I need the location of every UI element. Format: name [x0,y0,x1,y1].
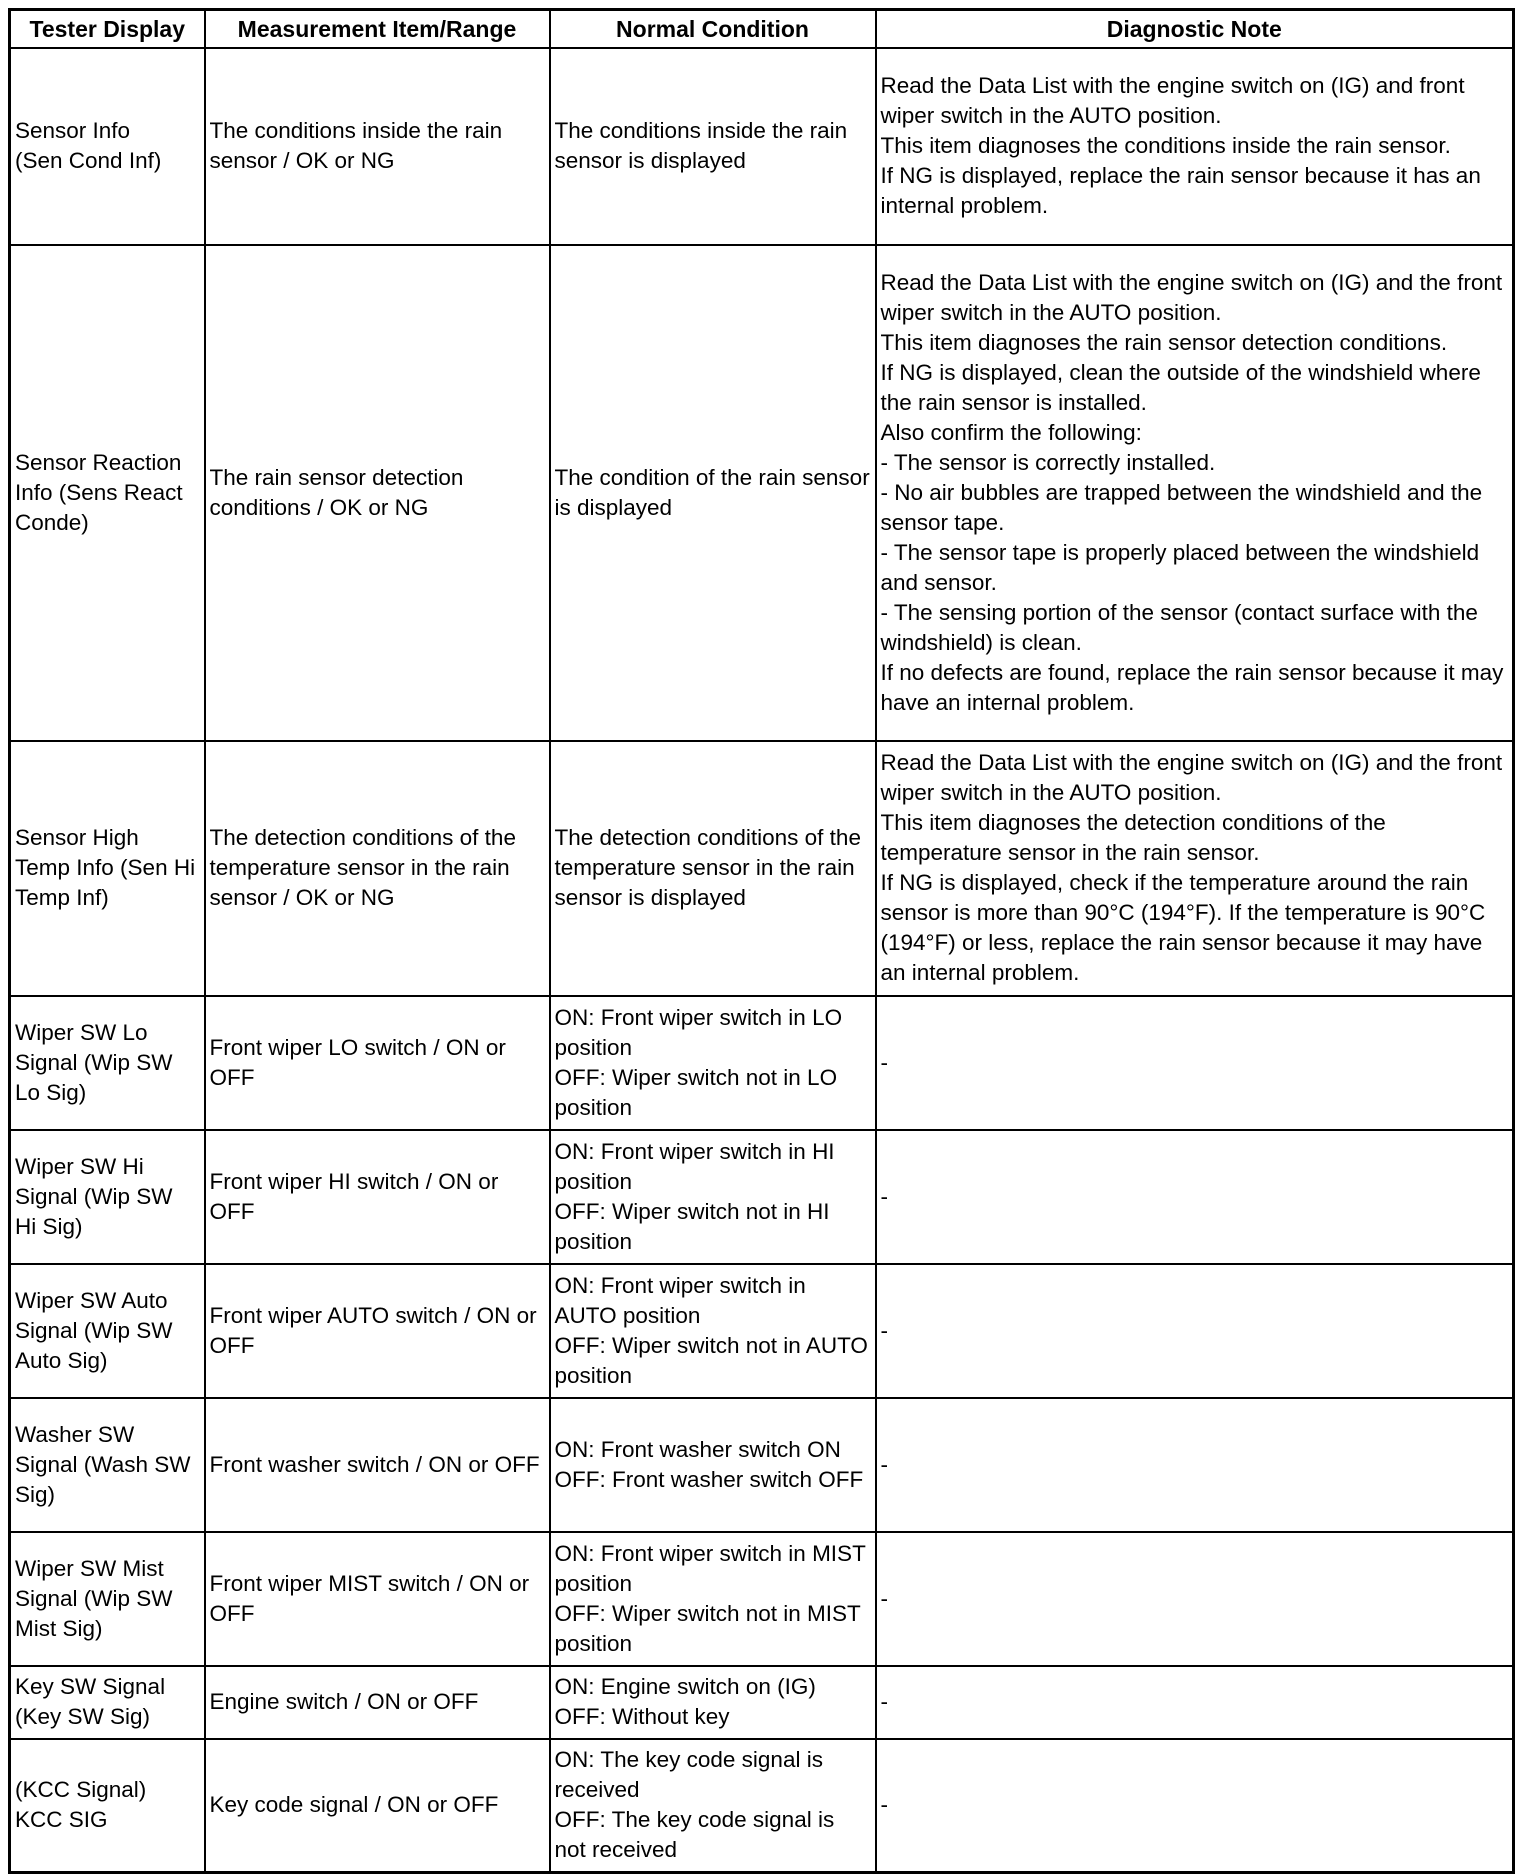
diagnostic-note-cell [876,1532,1514,1666]
header-measurement-item-range: Measurement Item/Range [205,10,550,48]
diagnostic-note-text: - [880,1049,888,1075]
table-row [10,1739,1514,1873]
normal-condition-cell [550,245,876,741]
normal-condition-cell [550,741,876,996]
tester-display-text: Sensor Info (Sen Cond Inf) [15,118,162,173]
tester-display-cell [10,1532,205,1666]
normal-condition-text: ON: The key code signal is received OFF: The key code signal is not received [554,1747,835,1863]
normal-condition-cell [550,996,876,1130]
normal-condition-text: ON: Engine switch on (IG) OFF: Without key [554,1674,816,1729]
measurement-item-text: Key code signal / ON or OFF [209,1792,499,1818]
measurement-item-cell [205,1666,550,1739]
measurement-item-cell [205,1739,550,1873]
measurement-item-text: The detection conditions of the temperature sensor in the rain sensor / OK or NG [209,825,516,910]
normal-condition-text: ON: Front wiper switch in AUTO position OFF: Wiper switch not in AUTO position [554,1272,868,1388]
measurement-item-text: The rain sensor detection conditions / OK or NG [209,464,464,520]
tester-display-text: Sensor High Temp Info (Sen Hi Temp Inf) [15,825,196,910]
normal-condition-cell [550,1739,876,1873]
measurement-item-text: Front washer switch / ON or OFF [209,1451,540,1477]
table-row [10,1264,1514,1398]
tester-display-text: Key SW Signal (Key SW Sig) [15,1674,166,1729]
diagnostic-note-cell [876,1264,1514,1398]
diagnostic-note-cell [876,1398,1514,1532]
measurement-item-cell [205,1130,550,1264]
header-tester-display: Tester Display [10,10,205,48]
normal-condition-text: ON: Front wiper switch in LO position OFF: Wiper switch not in LO position [554,1004,843,1120]
diagnostic-note-text: - [880,1585,888,1611]
normal-condition-cell [550,1666,876,1739]
measurement-item-cell [205,996,550,1130]
diagnostic-note-cell [876,48,1514,245]
measurement-item-cell [205,741,550,996]
normal-condition-text: ON: Front washer switch ON OFF: Front washer switch OFF [554,1436,864,1492]
diagnostic-note-text: Read the Data List with the engine switch on (IG) and front wiper switch in the AUTO position. This item diagnoses the conditions inside the rain sensor. If NG is displayed, replace the rain sensor because it has an internal problem. [880,73,1481,218]
tester-display-cell [10,48,205,245]
measurement-item-cell [205,1264,550,1398]
table-row [10,741,1514,996]
tester-display-cell [10,1130,205,1264]
diagnostic-note-cell [876,996,1514,1130]
diagnostic-note-text: - [880,1183,888,1209]
diagnostic-note-cell [876,1130,1514,1264]
normal-condition-text: The detection conditions of the temperature sensor in the rain sensor is displayed [554,825,861,910]
table-row [10,1532,1514,1666]
measurement-item-cell [205,245,550,741]
normal-condition-cell [550,48,876,245]
diagnostic-note-text: - [880,1689,888,1714]
normal-condition-cell [550,1398,876,1532]
diagnostic-note-text: - [880,1451,888,1477]
tester-display-cell [10,1739,205,1873]
measurement-item-text: Front wiper AUTO switch / ON or OFF [209,1302,537,1358]
measurement-item-cell [205,1398,550,1532]
tester-display-cell [10,1398,205,1532]
normal-condition-text: The condition of the rain sensor is displayed [554,464,870,520]
diagnostic-note-cell [876,741,1514,996]
tester-display-text: Sensor Reaction Info (Sens React Conde) [15,449,183,535]
tester-display-text: Wiper SW Hi Signal (Wip SW Hi Sig) [15,1153,173,1239]
normal-condition-cell [550,1532,876,1666]
table-row [10,996,1514,1130]
tester-display-cell [10,245,205,741]
diagnostic-note-cell [876,1739,1514,1873]
table-row [10,48,1514,245]
measurement-item-text: Engine switch / ON or OFF [209,1689,479,1714]
diagnostic-note-text: - [880,1792,888,1818]
tester-display-text: Wiper SW Auto Signal (Wip SW Auto Sig) [15,1287,173,1373]
table-row [10,1398,1514,1532]
normal-condition-text: ON: Front wiper switch in HI position OFF: Wiper switch not in HI position [554,1138,835,1254]
tester-display-text: Wiper SW Mist Signal (Wip SW Mist Sig) [15,1555,173,1641]
diagnostic-note-text: - [880,1317,888,1343]
normal-condition-cell [550,1130,876,1264]
diagnostic-note-text: Read the Data List with the engine switch on (IG) and the front wiper switch in the AUTO position. This item diagnoses the detection conditions of the temperature sensor in the rain sensor. If NG is displayed, check if the temperature around the rain sensor is more than 90°C (194°F). If the temperature is 90°C (194°F) or less, replace the rain sensor because it may have an internal problem. [880,750,1503,985]
header-normal-condition: Normal Condition [550,10,876,48]
tester-display-cell [10,1264,205,1398]
data-list-table [8,8,1515,1874]
measurement-item-text: Front wiper LO switch / ON or OFF [209,1034,506,1090]
normal-condition-cell [550,1264,876,1398]
measurement-item-text: The conditions inside the rain sensor / OK or NG [209,118,503,173]
header-diagnostic-note: Diagnostic Note [876,10,1514,48]
measurement-item-cell [205,48,550,245]
normal-condition-text: The conditions inside the rain sensor is displayed [554,118,848,173]
tester-display-text: (KCC Signal) KCC SIG [15,1777,147,1833]
measurement-item-text: Front wiper MIST switch / ON or OFF [209,1570,530,1626]
normal-condition-text: ON: Front wiper switch in MIST position OFF: Wiper switch not in MIST position [554,1540,866,1656]
diagnostic-note-cell [876,245,1514,741]
tester-display-cell [10,1666,205,1739]
table-row [10,1666,1514,1739]
diagnostic-note-cell [876,1666,1514,1739]
diagnostic-note-text: Read the Data List with the engine switch on (IG) and the front wiper switch in the AUTO position. This item diagnoses the rain sensor detection conditions. If NG is displayed, clean the outside of the windshield where the rain sensor is installed. Also confirm the following: - The sensor is correctly installed. - No air bubbles are trapped between the windshield and the sensor tape. - The sensor tape is properly placed between the windshield and sensor. - The sensing portion of the sensor (contact surface with the windshield) is clean. If no defects are found, replace the rain sensor because it may have an internal problem. [880,269,1504,715]
tester-display-text: Washer SW Signal (Wash SW Sig) [15,1421,191,1507]
measurement-item-text: Front wiper HI switch / ON or OFF [209,1168,499,1224]
measurement-item-cell [205,1532,550,1666]
tester-display-text: Wiper SW Lo Signal (Wip SW Lo Sig) [15,1019,173,1105]
tester-display-cell [10,741,205,996]
table-row [10,1130,1514,1264]
header-row [10,10,1514,48]
table-row [10,245,1514,741]
tester-display-cell [10,996,205,1130]
